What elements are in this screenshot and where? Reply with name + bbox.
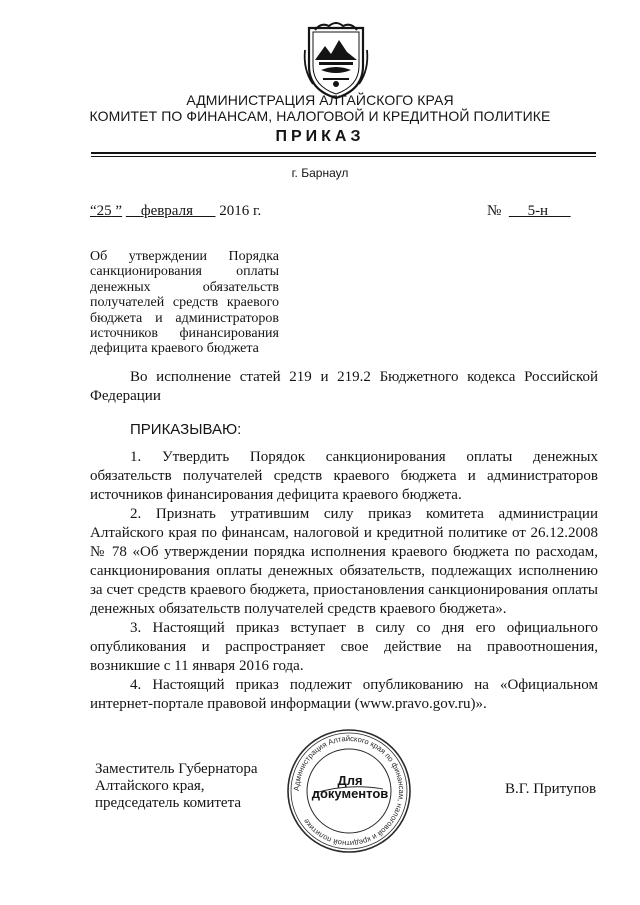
organization-name: АДМИНИСТРАЦИЯ АЛТАЙСКОГО КРАЯ [186, 92, 454, 108]
document-number [487, 203, 571, 220]
header-divider-thin [91, 156, 596, 157]
seal-label-line1: Для [337, 773, 363, 788]
order-subject: Об утверждении Порядка санкционирования оплаты денежных обязательств получателей средств краевого бюджета и администраторов источников финансирования дефицита краевого бюджета [90, 249, 279, 357]
coat-of-arms-emblem [301, 20, 371, 100]
number-value: 5-н [527, 203, 549, 219]
date-month: февраля [140, 203, 193, 219]
order-item-2: 2. Признать утратившим силу приказ комитета администрации Алтайского края по финансам, налоговой и кредитной политике от 26.12.2008 № 78 «Об утверждении порядка исполнения краевого бюджета по расходам, санкционирования оплаты денежных обязательств, подлежащих исполнению за счет средств краевого бюджета, приостановления санкционирования оплаты денежных обязательств получателей средств краевого бюджета». [90, 506, 598, 617]
order-item-3: 3. Настоящий приказ вступает в силу со дня его официального опубликования и распространяет свое действие на правоотношения, возникшие с 11 января 2016 года. [90, 620, 598, 674]
document-type-title: ПРИКАЗ [275, 128, 365, 145]
date-year: 2016 г. [219, 203, 262, 219]
committee-name: КОМИТЕТ ПО ФИНАНСАМ, НАЛОГОВОЙ И КРЕДИТНОЙ ПОЛИТИКЕ [89, 108, 551, 124]
header-divider-thick [91, 152, 596, 154]
order-item-1: 1. Утвердить Порядок санкционирования оплаты денежных обязательств получателей средств краевого бюджета и администраторов источников финансирования дефицита краевого бюджета. [90, 449, 598, 503]
seal-label [305, 774, 395, 800]
order-word: ПРИКАЗЫВАЮ: [130, 421, 242, 438]
signer-position-line3: председатель комитета [95, 795, 241, 811]
order-item-4: 4. Настоящий приказ подлежит опубликованию на «Официальном интернет-портале правовой информации (www.pravo.gov.ru)». [90, 677, 598, 712]
signer-position-line2: Алтайского края, [95, 778, 205, 794]
date-open-quote: “ [90, 203, 97, 219]
document-date [90, 203, 261, 220]
signer-block [95, 761, 258, 812]
seal-label-line2: документов [311, 786, 389, 801]
order-items [90, 448, 598, 714]
signer-name: В.Г. Притупов [505, 781, 597, 797]
number-label: № [487, 203, 502, 219]
date-day: 25 [96, 203, 112, 219]
date-close-quote: ” [115, 203, 123, 219]
city-line: г. Барнаул [291, 166, 349, 180]
seal-ring-text: Администрация Алтайского края по финансам, налоговой и кредитной политике [291, 733, 407, 849]
signer-position-line1: Заместитель Губернатора [95, 761, 258, 777]
legal-basis: Во исполнение статей 219 и 219.2 Бюджетного кодекса Российской Федерации [90, 369, 598, 404]
